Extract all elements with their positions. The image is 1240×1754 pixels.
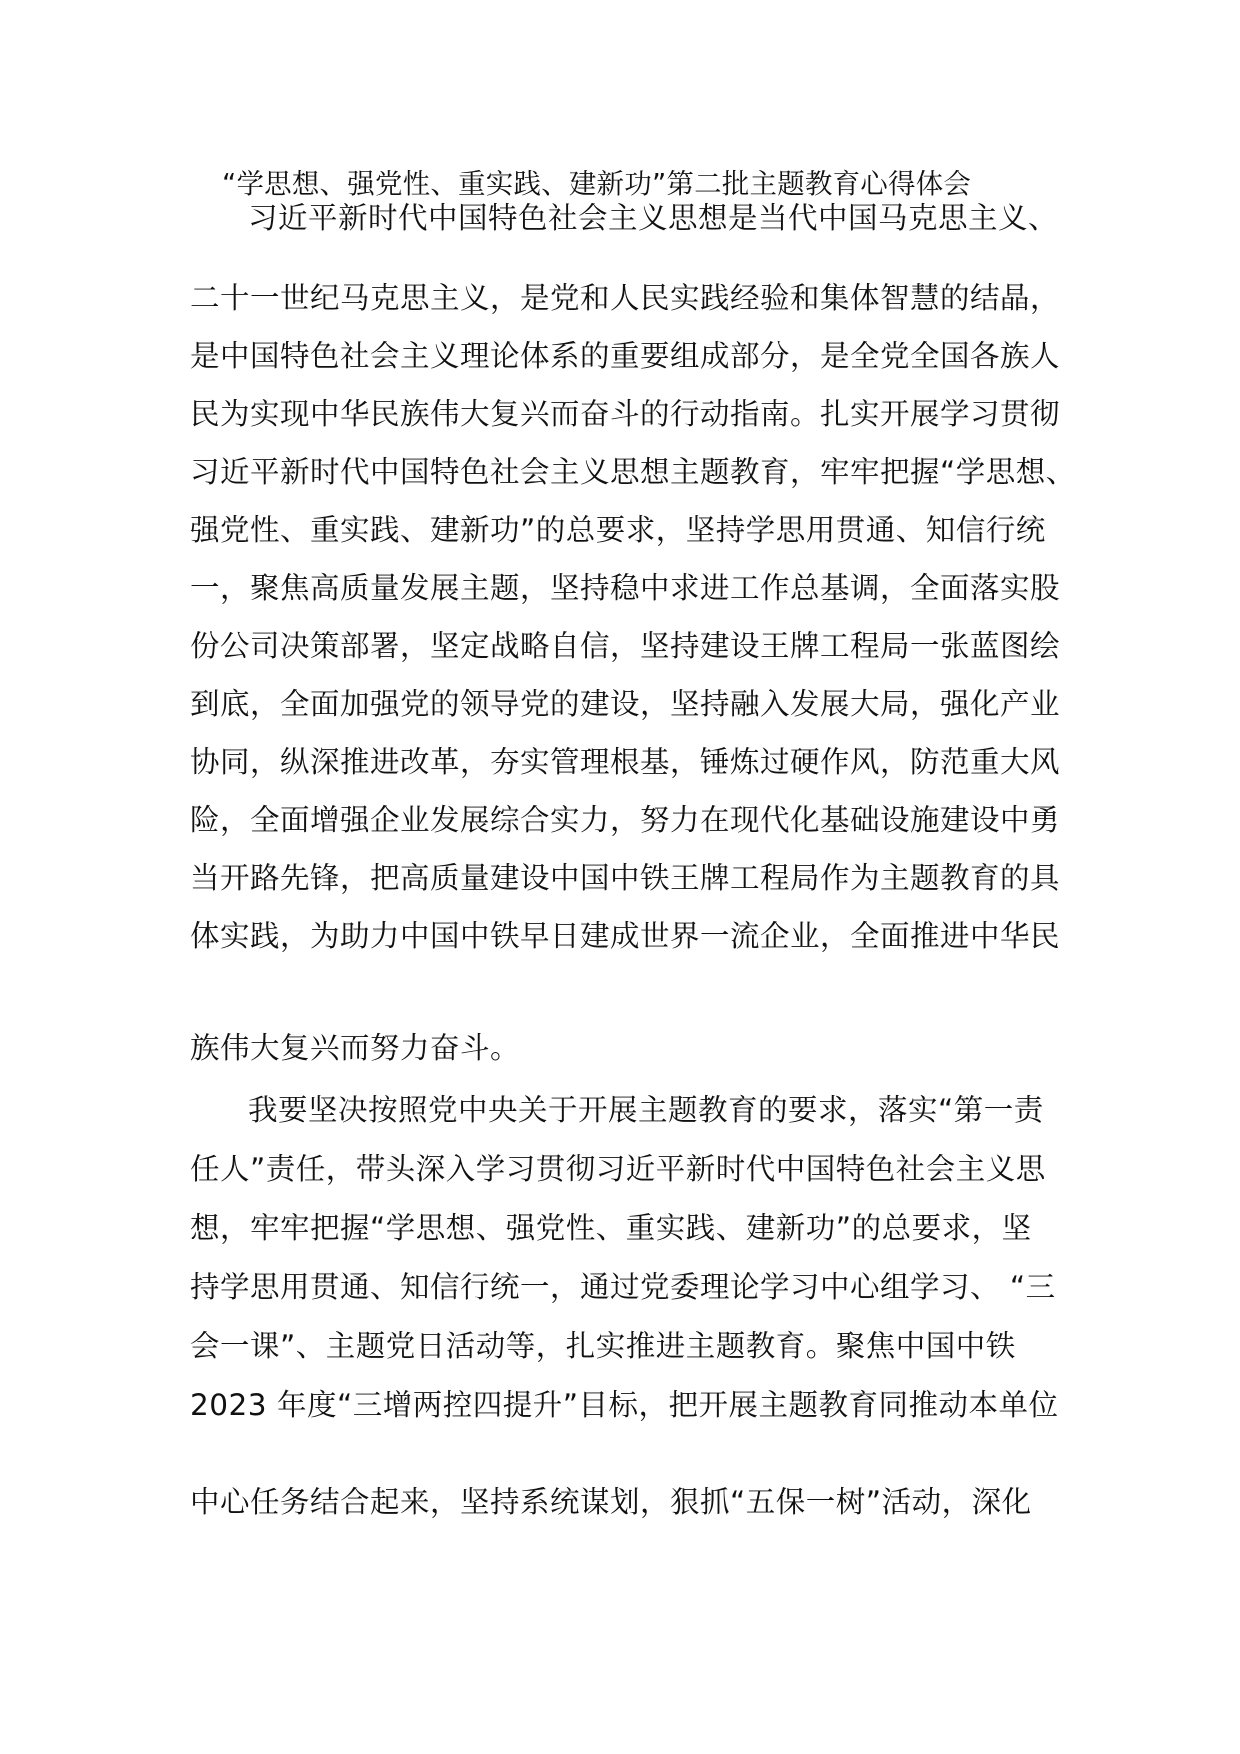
- paragraph-line: 到底，全面加强党的领导党的建设，坚持融入发展大局，强化产业: [190, 687, 1061, 721]
- paragraph-line: 习近平新时代中国特色社会主义思想主题教育，牢牢把握“学思想、: [190, 455, 1076, 489]
- paragraph-line: 我要坚决按照党中央关于开展主题教育的要求，落实“第一责: [248, 1093, 1044, 1127]
- paragraph-line: 会一课”、主题党日活动等，扎实推进主题教育。聚焦中国中铁: [190, 1329, 1016, 1363]
- paragraph-line: 一，聚焦高质量发展主题，坚持稳中求进工作总基调，全面落实股: [190, 571, 1061, 605]
- paragraph-line: 中心任务结合起来，坚持系统谋划，狠抓“五保一树”活动，深化: [190, 1485, 1032, 1519]
- paragraph-line: 份公司决策部署，坚定战略自信，坚持建设王牌工程局一张蓝图绘: [190, 629, 1061, 663]
- document-title: “学思想、强党性、重实践、建新功”第二批主题教育心得体会: [222, 168, 972, 200]
- paragraph-line: 民为实现中华民族伟大复兴而奋斗的行动指南。扎实开展学习贯彻: [190, 397, 1061, 431]
- paragraph-line: 当开路先锋，把高质量建设中国中铁王牌工程局作为主题教育的具: [190, 861, 1061, 895]
- paragraph-line: 二十一世纪马克思主义，是党和人民实践经验和集体智慧的结晶，: [190, 281, 1061, 315]
- paragraph-line: 习近平新时代中国特色社会主义思想是当代中国马克思主义、: [248, 201, 1059, 235]
- paragraph-line: 族伟大复兴而努力奋斗。: [190, 1031, 521, 1065]
- paragraph-line: 险，全面增强企业发展综合实力，努力在现代化基础设施建设中勇: [190, 803, 1061, 837]
- paragraph-line: 2023 年度“三增两控四提升”目标，把开展主题教育同推动本单位: [190, 1388, 1059, 1422]
- paragraph-line: 协同，纵深推进改革，夯实管理根基，锤炼过硬作风，防范重大风: [190, 745, 1061, 779]
- paragraph-line: 持学思用贯通、知信行统一，通过党委理论学习中心组学习、 “三: [190, 1270, 1056, 1304]
- paragraph-line: 想，牢牢把握“学思想、强党性、重实践、建新功”的总要求，坚: [190, 1211, 1032, 1245]
- paragraph-line: 任人”责任，带头深入学习贯彻习近平新时代中国特色社会主义思: [190, 1152, 1046, 1186]
- paragraph-line: 强党性、重实践、建新功”的总要求，坚持学思用贯通、知信行统: [190, 513, 1046, 547]
- paragraph-line: 是中国特色社会主义理论体系的重要组成部分，是全党全国各族人: [190, 339, 1061, 373]
- paragraph-line: 体实践，为助力中国中铁早日建成世界一流企业，全面推进中华民: [190, 919, 1061, 953]
